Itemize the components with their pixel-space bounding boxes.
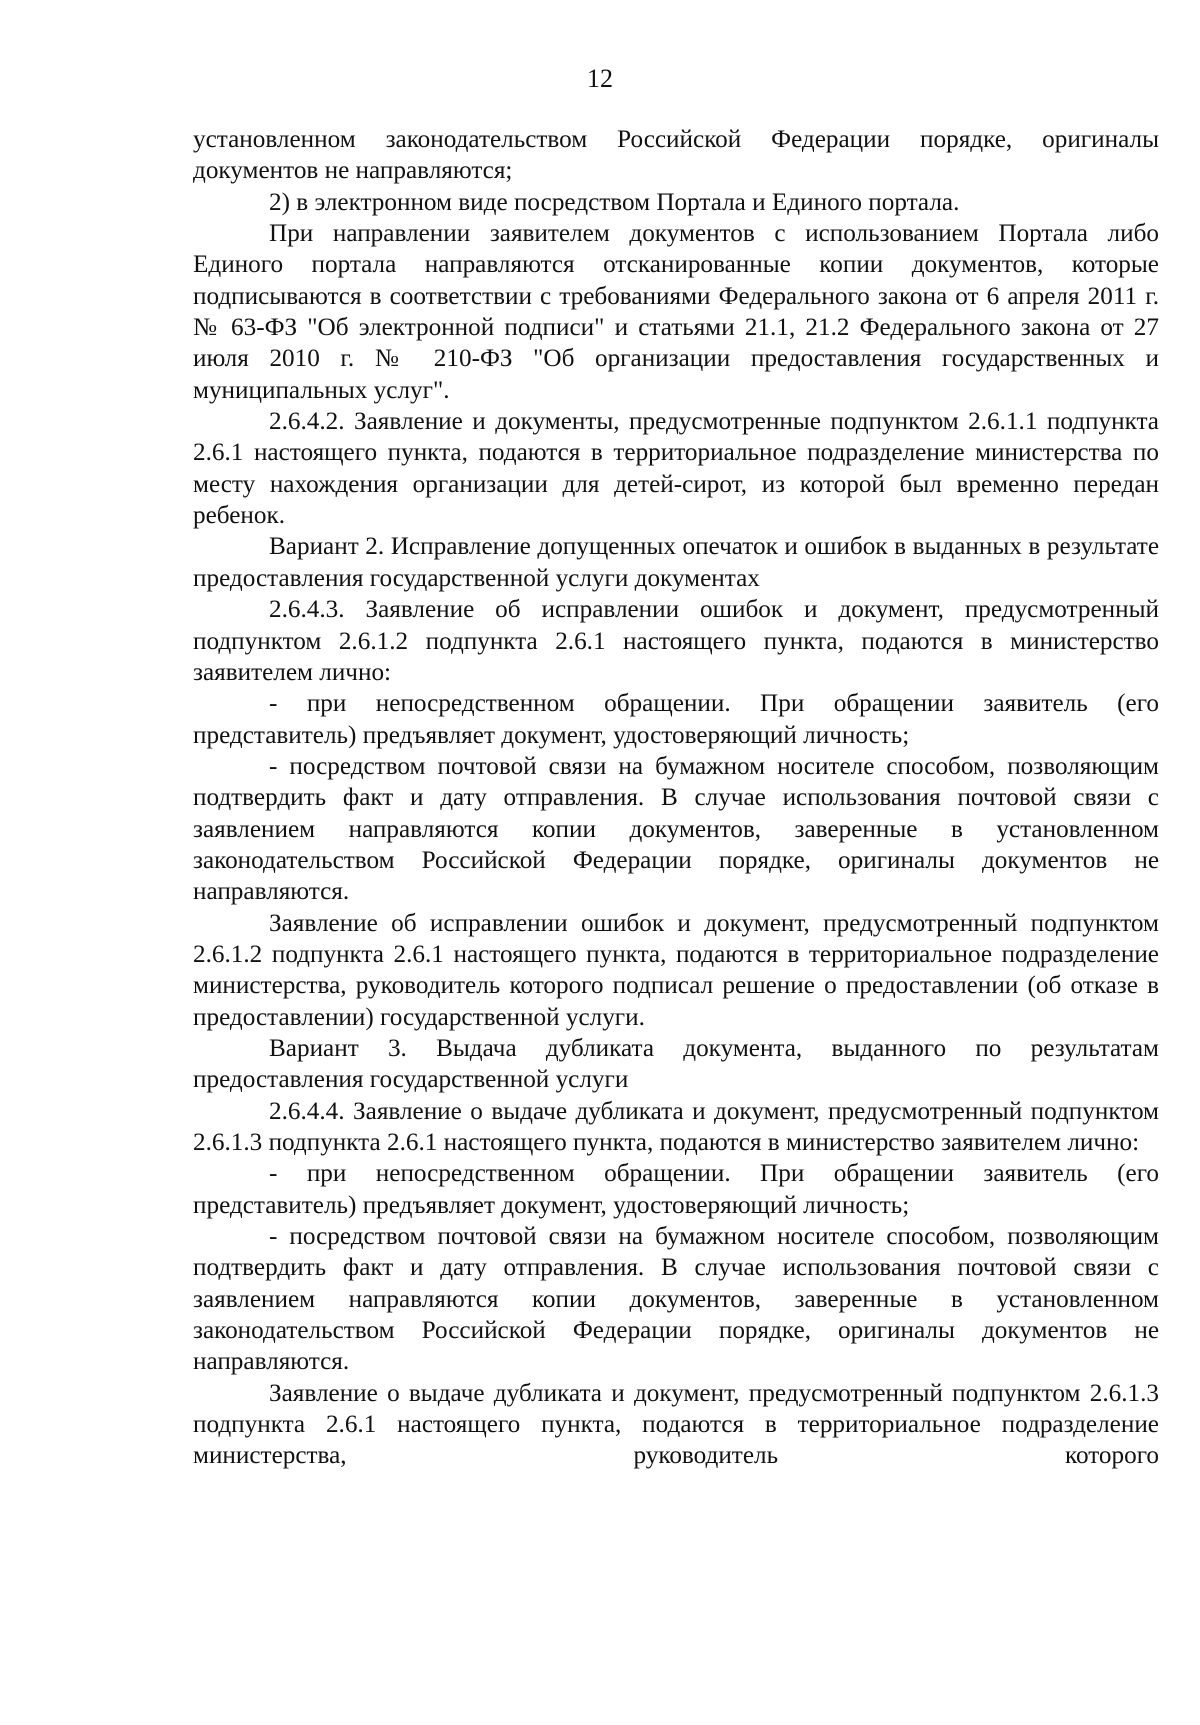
- paragraph-4: 2.6.4.2. Заявление и документы, предусмотренные подпунктом 2.6.1.1 подпункта 2.6.1 настоящего пункта, подаются в территориальное подразделение министерства по месту нахождения организации для детей-сирот, из которой был временно передан ребенок.: [193, 408, 1159, 530]
- paragraph-1: установленном законодательством Российской Федерации порядке, оригиналы документов не направляются;: [193, 126, 1159, 185]
- paragraph-10: Вариант 3. Выдача дубликата документа, выданного по результатам предоставления государственной услуги: [193, 1034, 1159, 1094]
- page-number: 12: [587, 64, 613, 93]
- paragraph-5: Вариант 2. Исправление допущенных опечаток и ошибок в выданных в результате предоставления государственной услуги документах: [193, 533, 1159, 592]
- paragraph-3: При направлении заявителем документов с использованием Портала либо Единого портала направляются отсканированные копии документов, которые подписываются в соответствии с требованиями Федерального закона от 6 апреля 2011 г. № 63-ФЗ "Об электронной подписи" и статьями 21.1, 21.2 Федерального закона от 27 июля 2010 г. № 210-ФЗ "Об организации предоставления государственных и муниципальных услуг".: [193, 220, 1159, 404]
- paragraph-8: - посредством почтовой связи на бумажном носителе способом, позволяющим подтвердить факт и дату отправления. В случае использования почтовой связи с заявлением направляются копии документов, заверенные в установленном законодательством Российской Федерации порядке, оригиналы документов не направляются.: [193, 752, 1159, 906]
- paragraph-14: Заявление о выдаче дубликата и документ, предусмотренный подпунктом 2.6.1.3 подпункта 2.6.1 настоящего пункта, подаются в территориальное подразделение министерства, руководитель которого: [193, 1379, 1159, 1470]
- paragraph-11: 2.6.4.4. Заявление о выдаче дубликата и документ, предусмотренный подпунктом 2.6.1.3 подпункта 2.6.1 настоящего пункта, подаются в министерство заявителем лично:: [193, 1097, 1159, 1156]
- paragraph-12: - при непосредственном обращении. При обращении заявитель (его представитель) предъявляет документ, удостоверяющий личность;: [193, 1160, 1159, 1219]
- document-body: [193, 124, 1159, 1472]
- paragraph-13: - посредством почтовой связи на бумажном носителе способом, позволяющим подтвердить факт и дату отправления. В случае использования почтовой связи с заявлением направляются копии документов, заверенные в установленном законодательством Российской Федерации порядке, оригиналы документов не направляются.: [193, 1223, 1159, 1376]
- paragraph-9: Заявление об исправлении ошибок и документ, предусмотренный подпунктом 2.6.1.2 подпункта 2.6.1 настоящего пункта, подаются в территориальное подразделение министерства, руководитель которого подписал решение о предоставлении (об отказе в предоставлении) государственной услуги.: [193, 909, 1159, 1031]
- paragraph-7: - при непосредственном обращении. При обращении заявитель (его представитель) предъявляет документ, удостоверяющий личность;: [193, 690, 1159, 749]
- paragraph-6: 2.6.4.3. Заявление об исправлении ошибок и документ, предусмотренный подпунктом 2.6.1.2 подпункта 2.6.1 настоящего пункта, подаются в министерство заявителем лично:: [193, 596, 1159, 686]
- paragraph-2: 2) в электронном виде посредством Портала и Единого портала.: [269, 188, 960, 216]
